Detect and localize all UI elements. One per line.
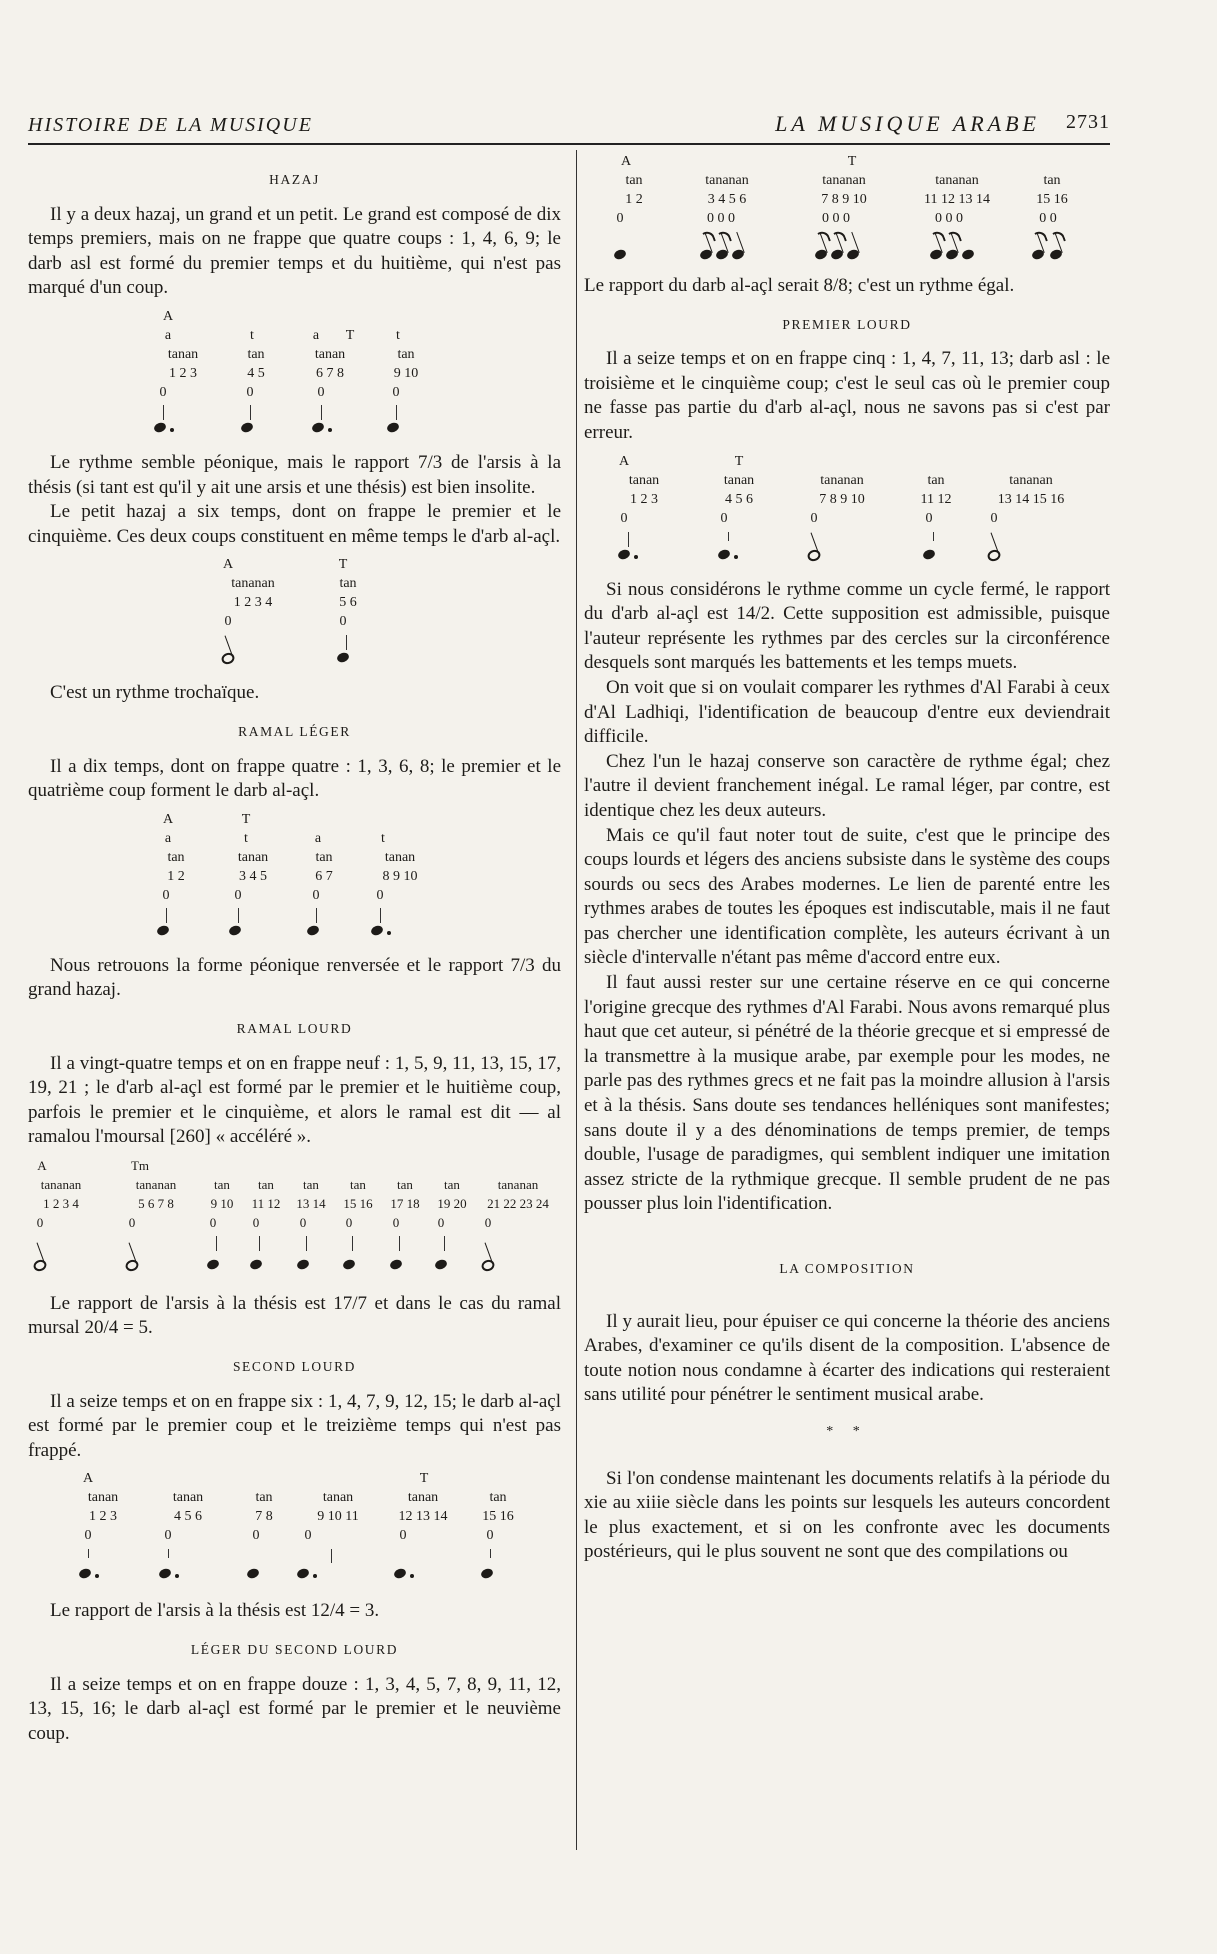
note-head: [480, 1568, 494, 1581]
rhythm-zero: 0: [246, 384, 254, 400]
note-head: [206, 1258, 220, 1271]
stem: [166, 908, 167, 923]
rhythm-leger-second-lourd: [584, 152, 1110, 266]
rhythm-numbers: 8 9 10: [382, 868, 418, 884]
rhythm-ramal-lourd: [28, 1156, 561, 1284]
stem: [628, 532, 629, 547]
rhythm-zero: 0: [164, 1528, 172, 1544]
half-note: [480, 1258, 496, 1273]
rhythm-numbers: 7 8 9 10: [821, 192, 867, 207]
rhythm-syllable: tanan: [723, 472, 755, 488]
heading-ramal-leger: RAMAL LÉGER: [238, 723, 351, 739]
rhythm-syllable: tan: [214, 1176, 230, 1192]
stem: [163, 405, 164, 420]
note-dot: [387, 931, 391, 935]
note-dot: [95, 1574, 99, 1578]
rhythm-label: T: [419, 1471, 429, 1487]
rhythm-syllable: tan: [489, 1490, 507, 1506]
rhythm-syllable: tanan: [87, 1490, 119, 1506]
rhythm-numbers: 15 16: [343, 1195, 373, 1211]
rhythm-zero: 0 0 0: [935, 211, 963, 226]
rhythm-syllable: tan: [397, 1176, 413, 1192]
note-head: [929, 248, 943, 261]
heading-premier-lourd: PREMIER LOURD: [782, 316, 912, 332]
note-head: [246, 1568, 260, 1581]
rhythm-numbers: 1 2 3: [630, 491, 658, 507]
rhythm-hazaj-petit: [28, 555, 561, 673]
rhythm-zero: 0: [159, 384, 167, 400]
rhythm-syllable: tan: [303, 1176, 319, 1192]
rhythm-zero: 0: [616, 211, 624, 226]
rhythm-numbers: 11 12: [251, 1195, 281, 1211]
rhythm-numbers: 12 13 14: [398, 1509, 448, 1525]
rhythm-numbers: 13 14: [296, 1195, 326, 1211]
rhythm-zero: 0: [484, 1214, 492, 1230]
stem: [238, 908, 239, 923]
rhythm-numbers: 4 5 6: [174, 1509, 202, 1525]
paragraph: C'est un rythme trochaïque.: [50, 682, 260, 704]
rhythm-letter: t: [244, 830, 248, 846]
note-head: [1031, 248, 1045, 261]
rhythm-syllable: tananan: [820, 472, 864, 488]
rhythm-numbers: 11 12 13 14: [924, 192, 990, 207]
note-head: [153, 421, 167, 434]
note-head: [336, 652, 350, 665]
left-column: [28, 150, 561, 1746]
heading-ramal-lourd: RAMAL LOURD: [236, 1020, 353, 1036]
paragraph: Si nous considérons le rythme comme un cycle fermé, le rapport du d'arb al-açl est 14/2. Cette supposition est admissible, puisque l'auteur représente les rythmes par des cercles sur la circonférence desquels sont marqués les battements et les temps muets.: [584, 578, 1110, 674]
rhythm-numbers: 5 6 7 8: [138, 1195, 174, 1211]
header-right-title: LA MUSIQUE ARABE: [775, 111, 1040, 136]
rhythm-syllable: tanan: [237, 849, 269, 865]
rhythm-zero: 0: [162, 887, 170, 903]
rhythm-zero: 0: [252, 1214, 260, 1230]
rhythm-numbers: 7 8: [255, 1509, 273, 1525]
rhythm-zero: 0 0 0: [707, 211, 735, 226]
rhythm-syllable: tan: [247, 346, 265, 362]
rhythm-numbers: 1 2 3: [89, 1509, 117, 1525]
rhythm-numbers: 9 10: [210, 1195, 234, 1211]
rhythm-syllable: tan: [258, 1176, 274, 1192]
rhythm-numbers: 4 5: [247, 365, 265, 381]
rhythm-zero: 0: [304, 1528, 312, 1544]
note-head: [240, 421, 254, 434]
paragraph: Le rythme semble péonique, mais le rapport 7/3 de l'arsis à la thésis (si tant est qu'il y ait une arsis et une thésis) est bien insolite.: [28, 451, 561, 498]
header-rule: [28, 143, 1110, 145]
rhythm-zero: 0: [299, 1214, 307, 1230]
rhythm-syllable: tananan: [822, 173, 866, 188]
rhythm-label: T: [241, 811, 251, 827]
rhythm-zero: 0: [399, 1528, 407, 1544]
stem: [259, 1236, 260, 1251]
rhythm-label: A: [618, 453, 630, 469]
note-head: [156, 924, 170, 937]
rhythm-zero: 0: [486, 1528, 494, 1544]
rhythm-zero: 0: [437, 1214, 445, 1230]
rhythm-zero: 0: [376, 887, 384, 903]
heading-hazaj: HAZAJ: [269, 172, 320, 187]
stem: [321, 405, 322, 420]
rhythm-syllable: tananan: [40, 1176, 82, 1192]
rhythm-label: T: [847, 154, 857, 169]
heading-second-lourd: SECOND LOURD: [232, 1359, 357, 1375]
note-head: [386, 421, 400, 434]
note-head: [389, 1258, 403, 1271]
rhythm-syllable: tan: [339, 576, 357, 592]
rhythm-label: A: [162, 811, 174, 827]
stem: [444, 1236, 445, 1251]
rhythm-zero: 0: [128, 1214, 136, 1230]
rhythm-numbers: 11 12: [920, 491, 952, 507]
rhythm-zero: 0 0: [1039, 211, 1057, 226]
rhythm-zero: 0: [209, 1214, 217, 1230]
section-separator: * *: [826, 1423, 868, 1439]
paragraph: Il a seize temps et on en frappe douze : 1, 3, 4, 5, 7, 8, 9, 11, 12, 13, 15, 16; le darb al-açl est formé par le premier et le neuvième coup.: [28, 1673, 561, 1744]
rhythm-syllable: tanan: [628, 472, 660, 488]
note-head: [370, 924, 384, 937]
rhythm-syllable: tanan: [167, 346, 199, 362]
note-head: [731, 248, 745, 261]
rhythm-letter: t: [396, 327, 400, 343]
stem: [380, 908, 381, 923]
stem: [490, 1549, 491, 1558]
rhythm-numbers: 21 22 23 24: [487, 1195, 549, 1211]
paragraph: Il y aurait lieu, pour épuiser ce qui concerne la théorie des anciens Arabes, d'examiner ce qu'ils disent de la composition. L'absence de toute notion nous condamne à écarter des indications qui resteraient sans utilité pour pénétrer le sentiment musical arabe.: [584, 1310, 1110, 1406]
note-head: [249, 1258, 263, 1271]
running-header: [28, 110, 1110, 140]
rhythm-label: T: [338, 557, 348, 573]
rhythm-syllable: tanan: [314, 346, 346, 362]
stem: [331, 1549, 332, 1563]
rhythm-letter: a: [312, 327, 320, 343]
rhythm-syllable: tan: [444, 1176, 460, 1192]
note-head: [228, 924, 242, 937]
stem: [316, 908, 317, 923]
paragraph: Il a seize temps et on en frappe cinq : 1, 4, 7, 11, 13; darb asl : le troisième et le cinquième coup; c'est le seul cas où le premier coup ne fasse pas partie du d'arb al-açl, nous ne savons pas si c'est par erreur.: [584, 348, 1110, 443]
rhythm-syllable: tananan: [935, 173, 979, 188]
heading-leger-second-lourd: LÉGER DU SECOND LOURD: [190, 1642, 399, 1658]
note-head: [717, 548, 731, 561]
rhythm-numbers: 6 7: [315, 868, 333, 884]
paragraph: Nous retrouons la forme péonique renversée et le rapport 7/3 du grand hazaj.: [28, 954, 561, 1001]
note-head: [1049, 248, 1063, 261]
rhythm-syllable: tan: [625, 173, 643, 188]
note-head: [78, 1568, 92, 1581]
rhythm-numbers: 1 2 3: [169, 365, 197, 381]
note-head: [922, 548, 936, 561]
note-head: [306, 924, 320, 937]
rhythm-zero: 0: [36, 1214, 44, 1230]
rhythm-numbers: 3 4 5: [239, 868, 267, 884]
rhythm-zero: 0: [345, 1214, 353, 1230]
rhythm-letter: a: [164, 327, 172, 343]
note-head: [830, 248, 844, 261]
note-dot: [175, 1574, 179, 1578]
rhythm-numbers: 1 2 3 4: [43, 1195, 79, 1211]
rhythm-numbers: 1 2 3 4: [233, 595, 273, 611]
paragraph: Mais ce qu'il faut noter tout de suite, c'est que le principe des coups lourds et légers des anciens subsiste dans le système des coups sourds ou secs des Arabes modernes. Le lien de parenté entre les rythmes arabes de toutes les époques est indiscutable, mais il ne faut pas chercher une identification complète, les auteurs écrivant à un siècle d'intervalle n'étant pas même d'accord entre eux.: [584, 824, 1110, 969]
stem: [933, 532, 934, 541]
stem: [168, 1549, 169, 1558]
rhythm-label: A: [620, 154, 632, 169]
rhythm-zero: 0: [84, 1528, 92, 1544]
rhythm-numbers: 15 16: [482, 1509, 514, 1525]
rhythm-zero: 0: [810, 510, 818, 526]
note-head: [613, 248, 627, 261]
rhythm-numbers: 4 5 6: [725, 491, 753, 507]
note-head: [158, 1568, 172, 1581]
rhythm-ramal-leger: [28, 810, 561, 946]
rhythm-syllable: tanan: [407, 1490, 439, 1506]
rhythm-zero: 0: [312, 887, 320, 903]
note-head: [393, 1568, 407, 1581]
rhythm-zero: 0: [392, 384, 400, 400]
rhythm-numbers: 1 2: [167, 868, 185, 884]
paragraph: Il y a deux hazaj, un grand et un petit. Le grand est composé de dix temps premiers, mais on ne frappe que quatre coups : 1, 4, 6, 9; le darb asl est formé du premier temps et du huitième, qui n'est pas marqué d'un coup.: [28, 203, 561, 299]
stem: [346, 635, 347, 650]
rhythm-zero: 0: [720, 510, 728, 526]
rhythm-zero: 0: [339, 614, 347, 630]
rhythm-zero: 0: [224, 614, 232, 630]
paragraph: Le rapport du darb al-açl serait 8/8; c'est un rythme égal.: [584, 275, 1015, 296]
half-note: [986, 548, 1002, 563]
rhythm-second-lourd: [28, 1469, 561, 1591]
stem: [216, 1236, 217, 1251]
rhythm-zero: 0: [252, 1528, 260, 1544]
note-head: [434, 1258, 448, 1271]
note-dot: [328, 428, 332, 432]
rhythm-letter: a: [164, 830, 172, 846]
paragraph: Le rapport de l'arsis à la thésis est 12/4 = 3.: [50, 1600, 380, 1622]
rhythm-zero: 0: [990, 510, 998, 526]
rhythm-label: A: [222, 557, 234, 573]
half-note: [220, 651, 236, 666]
rhythm-letter: t: [381, 830, 385, 846]
rhythm-syllable: tan: [1043, 173, 1061, 188]
rhythm-letter: a: [314, 830, 322, 846]
note-dot: [634, 555, 638, 559]
note-head: [296, 1568, 310, 1581]
rhythm-syllable: tan: [397, 346, 415, 362]
paragraph: Il a dix temps, dont on frappe quatre : 1, 3, 6, 8; le premier et le quatrième coup forment le darb al-açl.: [28, 755, 561, 802]
rhythm-syllable: tananan: [705, 173, 749, 188]
paragraph: Il a seize temps et on en frappe six : 1, 4, 7, 9, 12, 15; le darb al-açl est formé par le premier coup et le treizième temps qui n'est pas frappé.: [28, 1390, 561, 1461]
note-head: [342, 1258, 356, 1271]
heading-composition: LA COMPOSITION: [779, 1261, 915, 1276]
note-dot: [170, 428, 174, 432]
note-head: [814, 248, 828, 261]
note-dot: [313, 1574, 317, 1578]
half-note: [806, 548, 822, 563]
rhythm-numbers: 17 18: [390, 1195, 420, 1211]
rhythm-numbers: 9 10: [393, 365, 419, 381]
rhythm-syllable: tanan: [322, 1490, 354, 1506]
paragraph: Le petit hazaj a six temps, dont on frappe le premier et le cinquième. Ces deux coups constituent en même temps le d'arb al-açl.: [28, 501, 561, 547]
note-dot: [410, 1574, 414, 1578]
rhythm-hazaj-grand: [28, 307, 561, 443]
rhythm-numbers: 15 16: [1036, 192, 1068, 207]
half-note: [32, 1258, 48, 1273]
rhythm-numbers: 5 6: [339, 595, 357, 611]
note-dot: [734, 555, 738, 559]
rhythm-syllable: tan: [350, 1176, 366, 1192]
rhythm-zero: 0: [620, 510, 628, 526]
paragraph: Si l'on condense maintenant les documents relatifs à la période du xie au xiiie siècle dans les points sur lesquels les auteurs concordent le plus exactement, et si on les confronte avec les documents postérieurs, qui le plus souvent ne sont que des compilations ou: [584, 1467, 1110, 1563]
paragraph: Chez l'un le hazaj conserve son caractère de rythme égal; chez l'autre il devient franchement inégal. Le ramal léger, par contre, est identique chez les deux auteurs.: [584, 750, 1110, 821]
note-head: [961, 248, 975, 261]
rhythm-label: A: [37, 1157, 47, 1173]
rhythm-label: A: [82, 1471, 94, 1487]
note-head: [311, 421, 325, 434]
rhythm-zero: 0: [317, 384, 325, 400]
rhythm-label: A: [162, 308, 174, 324]
stem: [399, 1236, 400, 1251]
rhythm-letter: T: [345, 327, 355, 343]
rhythm-syllable: tananan: [497, 1176, 539, 1192]
rhythm-syllable: tan: [927, 472, 945, 488]
rhythm-numbers: 9 10 11: [317, 1509, 359, 1525]
rhythm-syllable: tan: [167, 849, 185, 865]
right-column: [584, 150, 1110, 1565]
rhythm-syllable: tan: [255, 1490, 273, 1506]
note-head: [846, 248, 860, 261]
rhythm-numbers: 7 8 9 10: [819, 491, 865, 507]
paragraph: On voit que si on voulait comparer les rythmes d'Al Farabi à ceux d'Al Ladhiqi, l'identification de beaucoup d'entre eux deviendrait difficile.: [584, 676, 1110, 748]
rhythm-zero: 0 0 0: [822, 211, 850, 226]
stem: [396, 405, 397, 420]
stem: [250, 405, 251, 420]
rhythm-syllable: tanan: [172, 1490, 204, 1506]
rhythm-letter: t: [250, 327, 254, 343]
rhythm-numbers: 13 14 15 16: [997, 491, 1065, 507]
rhythm-syllable: tan: [315, 849, 333, 865]
rhythm-zero: 0: [392, 1214, 400, 1230]
note-head: [715, 248, 729, 261]
paragraph: Il a vingt-quatre temps et on en frappe neuf : 1, 5, 9, 11, 13, 15, 17, 19, 21 ; le d'arb al-açl est formé par le premier et le huitième coup, parfois le premier et le cinquième, et alors le ramal est dit — al ramalou l'moursal [260] « accéléré ».: [28, 1052, 561, 1148]
rhythm-syllable: tananan: [231, 576, 275, 592]
page-number: 2731: [1066, 111, 1110, 133]
rhythm-syllable: tananan: [135, 1176, 177, 1192]
stem: [306, 1236, 307, 1251]
note-head: [296, 1258, 310, 1271]
stem: [352, 1236, 353, 1251]
rhythm-label: Tm: [130, 1157, 150, 1173]
rhythm-numbers: 6 7 8: [316, 365, 344, 381]
rhythm-zero: 0: [234, 887, 242, 903]
note-head: [617, 548, 631, 561]
rhythm-premier-lourd: [584, 452, 1110, 570]
rhythm-syllable: tanan: [384, 849, 416, 865]
rhythm-numbers: 3 4 5 6: [707, 192, 747, 207]
stem: [88, 1549, 89, 1558]
rhythm-zero: 0: [925, 510, 933, 526]
rhythm-numbers: 19 20: [437, 1195, 467, 1211]
rhythm-label: T: [734, 453, 744, 469]
column-divider: [576, 150, 577, 1850]
half-note: [124, 1258, 140, 1273]
paragraph: Le rapport de l'arsis à la thésis est 17/7 et dans le cas du ramal mursal 20/4 = 5.: [28, 1292, 561, 1339]
rhythm-numbers: 1 2: [625, 192, 643, 207]
note-head: [945, 248, 959, 261]
stem: [728, 532, 729, 541]
rhythm-syllable: tananan: [1009, 472, 1053, 488]
paragraph: Il faut aussi rester sur une certaine réserve en ce qui concerne l'origine grecque des rythmes d'Al Farabi. Nous avons remarqué plus haut que cet auteur, si pénétré de la théorie grecque et si empressé de la transmettre à la musique arabe, par exemple pour les modes, ne parle pas des rythmes grecs et ne fait pas la moindre allusion à l'arsis et à la thésis. Sans doute ses tendances helléniques sont manifestes; sans doute il y a des dénominations de temps premier, de temps double, l'usage de paradigmes, qui semblent indiquer une imitation assez stricte de la rythmique grecque. Il semble prudent de ne pas pousser plus loin l'identification.: [584, 972, 1110, 1215]
note-head: [699, 248, 713, 261]
header-left-title: HISTOIRE DE LA MUSIQUE: [28, 114, 313, 136]
